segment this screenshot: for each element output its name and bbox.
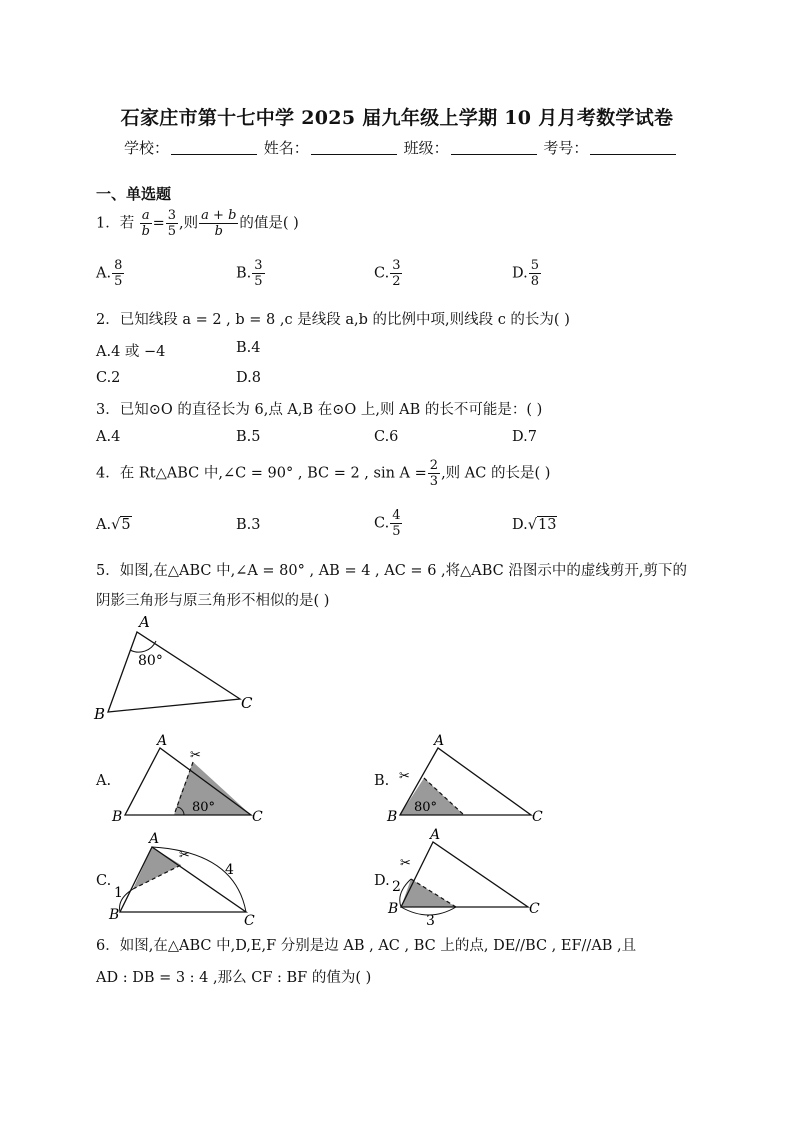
q1-option-c-num: 3 [392, 258, 401, 273]
q4-option-c[interactable] [374, 508, 403, 539]
q3-option-d[interactable]: D.7 [512, 429, 537, 445]
main-triangle [108, 632, 240, 712]
q1-option-b-den: 5 [254, 274, 263, 289]
question-6-line1: 6．如图,在△ABC 中,D,E,F 分别是边 AB , AC , BC 上的点, DE//BC , EF//AB ,且 [96, 938, 637, 954]
q5-option-d[interactable]: D. [374, 873, 390, 889]
b-angle-label: 80° [414, 800, 438, 815]
q1-option-a[interactable] [96, 258, 125, 289]
q2-option-b[interactable]: B.4 [236, 340, 261, 356]
q5-option-d-figure [384, 827, 554, 927]
class-blank [451, 140, 537, 155]
q5-option-b[interactable]: B. [374, 773, 390, 789]
d-label-2: 2 [392, 879, 401, 895]
c-label-c: C [244, 913, 255, 927]
q1-frac-sum-num: a + b [201, 208, 237, 223]
b-label-a: A [434, 733, 445, 749]
main-label-a: A [139, 613, 150, 631]
name-blank [311, 140, 397, 155]
q4-option-a-value: 5 [121, 517, 131, 533]
q4-frac-num: 2 [429, 458, 439, 473]
d-label-3: 3 [426, 913, 435, 927]
c-scissors-icon: ✂ [179, 848, 190, 863]
q4-option-a-label: A. [96, 517, 112, 533]
d-label-c: C [529, 901, 540, 917]
q1-option-b-num: 3 [254, 258, 263, 273]
c-label-1: 1 [114, 885, 123, 901]
q4-option-a[interactable]: A.√5 [96, 517, 131, 533]
q1-frac-35-den: 5 [167, 224, 177, 239]
q1-option-c-den: 2 [392, 274, 401, 289]
q5-option-b-figure [386, 733, 556, 825]
q5-option-a-figure [110, 733, 270, 825]
a-angle-label: 80° [192, 800, 216, 815]
q4-option-c-den: 5 [392, 524, 401, 539]
question-1 [96, 208, 299, 239]
q3-option-b[interactable]: B.5 [236, 429, 261, 445]
question-2: 2．已知线段 a = 2 , b = 8 ,c 是线段 a,b 的比例中项,则线段 c 的长为( ) [96, 312, 570, 328]
q1-eq: = [152, 215, 165, 232]
q5-option-c-figure [105, 827, 265, 927]
question-3: 3．已知⊙O 的直径长为 6,点 A,B 在⊙O 上,则 AB 的长不可能是：( ) [96, 402, 543, 418]
main-label-b: B [94, 705, 106, 722]
q1-frac-sum [199, 208, 238, 239]
b-scissors-icon: ✂ [399, 769, 410, 784]
q4-frac [428, 458, 440, 489]
q3-option-a[interactable]: A.4 [96, 429, 121, 445]
q1-option-d-den: 8 [530, 274, 539, 289]
q1-option-c[interactable] [374, 258, 403, 289]
c-label-4: 4 [225, 862, 234, 878]
q1-number: 1． [96, 215, 120, 232]
q1-frac-35 [166, 208, 178, 239]
q1-option-b[interactable] [236, 258, 266, 289]
q4-option-d-value: 13 [537, 517, 557, 533]
name-label: 姓名： [263, 139, 309, 157]
q5-main-figure [90, 612, 270, 722]
q4-option-d[interactable]: D.√13 [512, 517, 557, 533]
q1-option-d-label: D. [512, 265, 528, 282]
c-label-b: B [109, 907, 120, 923]
q4-frac-den: 3 [429, 474, 439, 489]
question-6-line2: AD : DB = 3 : 4 ,那么 CF : BF 的值为( ) [96, 970, 372, 986]
d-label-b: B [388, 901, 399, 917]
a-label-c: C [252, 809, 263, 825]
main-angle-label: 80° [138, 653, 163, 669]
number-blank [590, 140, 676, 155]
q1-option-a-den: 5 [114, 274, 123, 289]
q4-post: ,则 AC 的长是( ) [441, 465, 551, 482]
main-angle-arc [130, 641, 156, 652]
main-label-c: C [241, 694, 253, 712]
q1-option-a-num: 8 [114, 258, 123, 273]
class-label: 班级： [403, 139, 449, 157]
q4-option-b[interactable]: B.3 [236, 517, 261, 533]
d-scissors-icon: ✂ [400, 856, 411, 871]
q3-option-c[interactable]: C.6 [374, 429, 399, 445]
q1-option-a-label: A. [96, 265, 112, 282]
a-label-b: B [112, 809, 123, 825]
q1-option-b-label: B. [236, 265, 252, 282]
q4-option-c-num: 4 [392, 508, 401, 523]
q5-option-a[interactable]: A. [96, 773, 112, 789]
q4-option-c-label: C. [374, 515, 390, 532]
section-title: 一、单选题 [96, 185, 172, 203]
q1-frac-sum-den: b [214, 224, 223, 239]
q2-option-c[interactable]: C.2 [96, 370, 121, 386]
school-label: 学校： [124, 139, 170, 157]
q1-option-c-label: C. [374, 265, 390, 282]
q1-option-d-num: 5 [530, 258, 539, 273]
a-scissors-icon: ✂ [190, 748, 201, 763]
number-label: 考号： [543, 139, 589, 157]
d-shaded-triangle [401, 879, 456, 907]
q1-frac-ab-num: a [141, 208, 150, 223]
q1-pre: 若 [119, 215, 135, 232]
page-title: 石家庄市第十七中学 2025 届九年级上学期 10 月月考数学试卷 [120, 107, 674, 129]
q1-frac-ab-den: b [141, 224, 150, 239]
q1-mid: ,则 [179, 215, 199, 232]
q1-frac-35-num: 3 [167, 208, 177, 223]
student-info-line [124, 137, 678, 158]
school-blank [171, 140, 257, 155]
q4-option-d-label: D. [512, 517, 528, 533]
question-5-line1: 5．如图,在△ABC 中,∠A = 80° , AB = 4 , AC = 6 ,将△ABC 沿图示中的虚线剪开,剪下的 [96, 563, 687, 579]
q1-option-d[interactable] [512, 258, 542, 289]
question-5-line2: 阴影三角形与原三角形不相似的是( ) [96, 593, 330, 609]
c-label-a: A [149, 831, 160, 847]
b-label-c: C [532, 809, 543, 825]
q1-post: 的值是( ) [239, 215, 299, 232]
q2-option-d[interactable]: D.8 [236, 370, 261, 386]
a-label-a: A [157, 733, 168, 749]
q1-frac-ab [140, 208, 152, 239]
q4-pre: 4．在 Rt△ABC 中,∠C = 90° , BC = 2 , sin A = [96, 465, 427, 482]
q2-option-a[interactable]: A.4 或 −4 [96, 344, 166, 360]
q5-option-c[interactable]: C. [96, 873, 112, 889]
b-label-b: B [387, 809, 398, 825]
d-label-a: A [430, 827, 441, 843]
question-4 [96, 458, 550, 489]
